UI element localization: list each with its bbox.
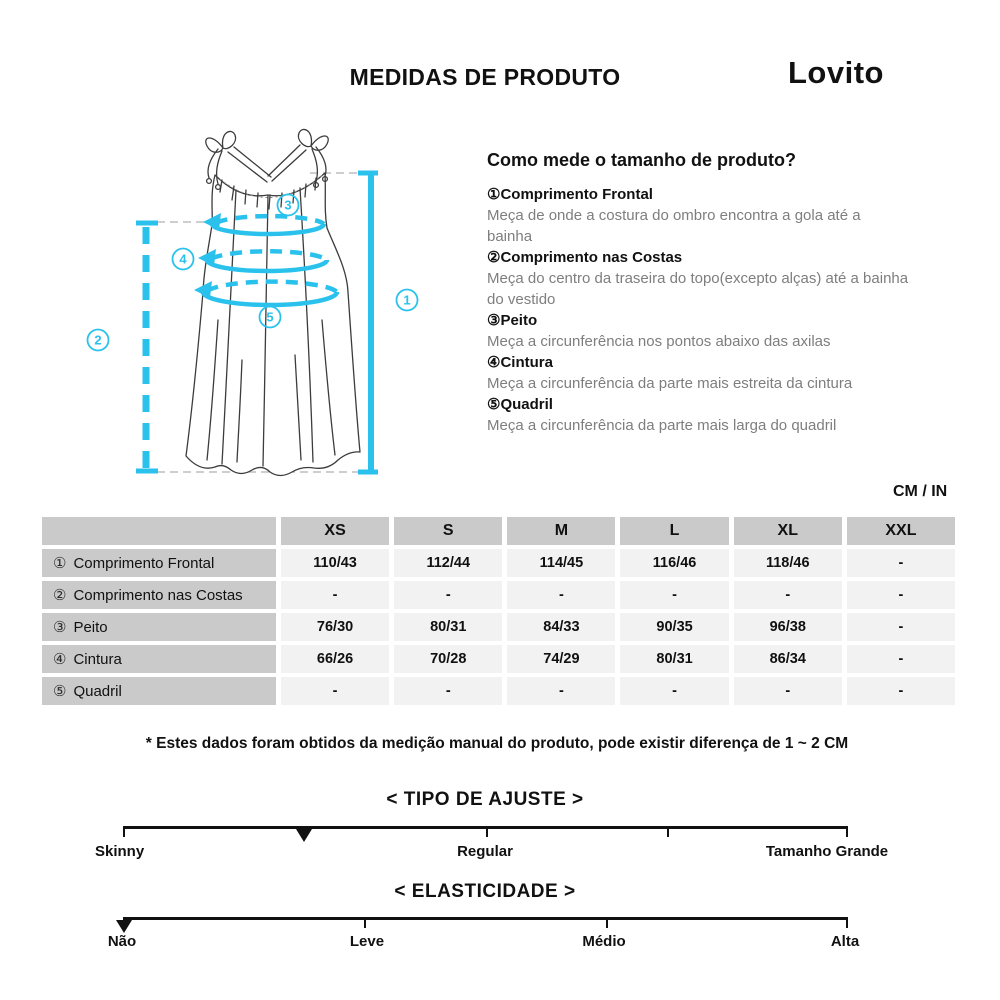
- table-value-cell: 90/35: [620, 613, 728, 641]
- scale-tick: [606, 917, 608, 928]
- marker-2: [88, 330, 109, 351]
- table-value-cell: -: [507, 677, 615, 705]
- scale-tick: [846, 917, 848, 928]
- table-value-cell: -: [847, 549, 955, 577]
- brand-logo: Lovito: [788, 55, 884, 90]
- guide-item-title: ①Comprimento Frontal: [487, 186, 653, 203]
- table-value-cell: 80/31: [394, 613, 502, 641]
- elasticity-scale-label: Não: [107, 933, 137, 950]
- fit-scale-label: Regular: [457, 843, 513, 860]
- scale-tick: [123, 826, 125, 837]
- guide-item-desc: bainha: [487, 228, 533, 245]
- elasticity-scale-line: [123, 917, 848, 920]
- table-row-label: ① Comprimento Frontal: [42, 549, 276, 577]
- table-value-cell: 110/43: [281, 549, 389, 577]
- table-value-cell: 84/33: [507, 613, 615, 641]
- table-value-cell: -: [847, 645, 955, 673]
- table-value-cell: 86/34: [734, 645, 842, 673]
- marker-4: [173, 249, 194, 270]
- svg-text:4: 4: [179, 251, 187, 267]
- guide-item-desc: Meça a circunferência da parte mais larga do quadril: [487, 417, 837, 434]
- guide-item-title: ④Cintura: [487, 354, 553, 371]
- table-row-label: ② Comprimento nas Costas: [42, 581, 276, 609]
- table-value-cell: 80/31: [620, 645, 728, 673]
- table-value-cell: -: [620, 677, 728, 705]
- guide-item-desc: Meça a circunferência nos pontos abaixo das axilas: [487, 333, 831, 350]
- table-value-cell: -: [847, 613, 955, 641]
- dress-measurement-diagram: [70, 110, 480, 500]
- table-header-cell: M: [507, 517, 615, 545]
- table-header-cell: S: [394, 517, 502, 545]
- table-value-cell: 112/44: [394, 549, 502, 577]
- elasticity-scale-label: Médio: [582, 933, 626, 950]
- table-value-cell: 70/28: [394, 645, 502, 673]
- elasticity-scale-label: Alta: [830, 933, 860, 950]
- table-value-cell: 74/29: [507, 645, 615, 673]
- guide-item-title: ②Comprimento nas Costas: [487, 249, 683, 266]
- table-value-cell: 116/46: [620, 549, 728, 577]
- elasticity-scale-title: < ELASTICIDADE >: [394, 881, 576, 902]
- scale-tick: [846, 826, 848, 837]
- table-value-cell: -: [394, 581, 502, 609]
- table-value-cell: -: [394, 677, 502, 705]
- table-value-cell: -: [734, 677, 842, 705]
- svg-text:5: 5: [266, 309, 274, 325]
- fit-scale-label: Skinny: [95, 843, 145, 860]
- fit-scale-line: [123, 826, 848, 829]
- table-value-cell: -: [281, 677, 389, 705]
- table-value-cell: 76/30: [281, 613, 389, 641]
- table-value-cell: -: [847, 581, 955, 609]
- table-header-cell: XL: [734, 517, 842, 545]
- table-header-cell: L: [620, 517, 728, 545]
- table-header-cell: XXL: [847, 517, 955, 545]
- table-value-cell: 96/38: [734, 613, 842, 641]
- table-value-cell: -: [847, 677, 955, 705]
- right-strap: [268, 145, 306, 181]
- table-value-cell: -: [281, 581, 389, 609]
- table-corner-cell: [42, 517, 276, 545]
- guide-item-title: ⑤Quadril: [487, 396, 553, 413]
- measurement-footnote: * Estes dados foram obtidos da medição manual do produto, pode existir diferença de 1 ~ 2 CM: [145, 735, 849, 752]
- scale-tick: [667, 826, 669, 837]
- guide-item-desc: Meça do centro da traseira do topo(excepto alças) até a bainha: [487, 270, 909, 287]
- size-table: [42, 517, 955, 705]
- guide-item-desc: do vestido: [487, 291, 556, 308]
- guide-heading: Como mede o tamanho de produto?: [487, 150, 796, 170]
- fit-scale-title: < TIPO DE AJUSTE >: [386, 789, 584, 810]
- marker-1: [397, 290, 418, 311]
- fit-scale-marker: [296, 829, 312, 842]
- svg-text:1: 1: [403, 292, 411, 308]
- elasticity-scale-label: Leve: [349, 933, 385, 950]
- table-value-cell: 66/26: [281, 645, 389, 673]
- scale-tick: [364, 917, 366, 928]
- page-title: MEDIDAS DE PRODUTO: [349, 64, 621, 90]
- svg-text:3: 3: [284, 197, 292, 213]
- svg-text:2: 2: [94, 332, 102, 348]
- table-row-label: ③ Peito: [42, 613, 276, 641]
- guide-item-title: ③Peito: [487, 312, 538, 329]
- table-value-cell: -: [734, 581, 842, 609]
- left-strap: [228, 147, 271, 182]
- table-value-cell: 114/45: [507, 549, 615, 577]
- guide-item-desc: Meça de onde a costura do ombro encontra a gola até a: [487, 207, 861, 224]
- table-value-cell: -: [620, 581, 728, 609]
- table-value-cell: -: [507, 581, 615, 609]
- measurement-guide: [487, 150, 957, 436]
- units-label: CM / IN: [893, 483, 948, 500]
- scale-tick: [486, 826, 488, 837]
- table-row-label: ⑤ Quadril: [42, 677, 276, 705]
- table-row-label: ④ Cintura: [42, 645, 276, 673]
- fit-scale-label: Tamanho Grande: [765, 843, 889, 860]
- elasticity-scale-marker: [116, 920, 132, 933]
- guide-item-desc: Meça a circunferência da parte mais estreita da cintura: [487, 375, 853, 392]
- table-value-cell: 118/46: [734, 549, 842, 577]
- table-header-cell: XS: [281, 517, 389, 545]
